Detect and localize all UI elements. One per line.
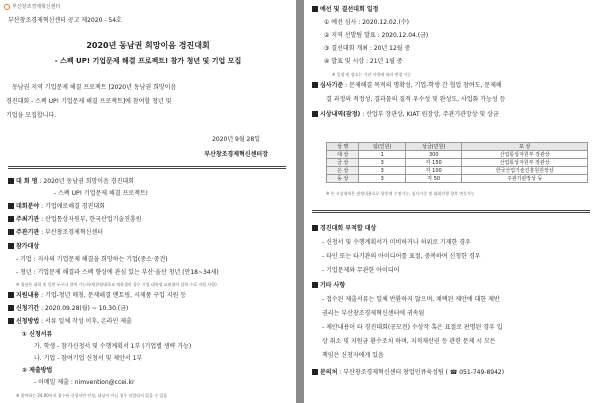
logo-mark-icon (4, 4, 10, 10)
schedule-item-2: ② 지역 선발팀 발표 : 2020.12.04.(금) (324, 32, 429, 39)
etc-heading: 기타 사항 (312, 282, 345, 290)
bullet-square-icon (312, 282, 318, 288)
docs-heading: ① 신청서류 (22, 331, 53, 338)
page-right (304, 0, 600, 403)
center-logo (4, 3, 60, 10)
schedule-item-1: ① 예선 심사 : 2020.12.02.(수) (324, 19, 409, 26)
submit-email: - 이메일 제출 : nimvention@ccei.kr (34, 379, 135, 386)
target-youth: - 청년 : 기업문제 해결과 스펙 향상에 관심 있는 부산·울산 청년 (만18~34세) (16, 269, 219, 276)
bullet-square-icon (8, 305, 14, 311)
schedule-item-3: ③ 결선대회 개최 : 20년 12월 중 (324, 45, 411, 52)
info-row-period: 신청기간 : 2020.09.28(월) ~ 10.30.(금) (8, 305, 128, 313)
disqualify-item-1: - 신청서 및 수행계획서가 미비하거나 허위로 기재한 경우 (322, 239, 471, 246)
schedule-heading: 예선 및 결선대회 일정 (312, 6, 378, 14)
target-company: - 기업 : 지사의 기업문제 해결을 희망하는 기업(중소·중견) (16, 256, 168, 263)
logo-text: 부산창조경제혁신센터 (12, 4, 61, 10)
etc-line-3: - 제안내용이 타 경진대회(공모전) 수상작 혹은 표절로 판명된 경우 입 (322, 324, 503, 331)
disqualify-item-2: - 타인 또는 타기관의 아이디어를 표절, 중복하여 신청한 경우 (322, 253, 481, 260)
submit-heading: ② 제출방법 (22, 367, 53, 374)
disqualify-heading: 경진대회 부적합 대상 (312, 225, 376, 233)
notice-date: 2020년 9월 28일 (212, 136, 260, 143)
bullet-square-icon (312, 6, 318, 12)
awards-table (326, 142, 588, 183)
table-row: 은 상 3 각 100 한국산업기술진흥원원장상 (327, 167, 588, 175)
contact-row: 문의처 : 부산창조경제혁신센터 창업인큐육성팀 ( ☎ 051-749-8942) (312, 369, 504, 377)
notice-number: 부산창조경제혁신센터 공고 제2020 - 54호 (8, 17, 122, 24)
criteria-row: 심사기준 : 문제해결 목적의 명확성, 기업-학생 간 협업 참여도, 문제해 (312, 82, 502, 90)
bullet-square-icon (8, 178, 14, 184)
etc-line-2: 권리는 부산창조경제혁신센터에 귀속됨 (322, 310, 425, 317)
table-header: 포 상 (462, 143, 588, 151)
info-row-field: 대회분야 : 기업애로해결 경진대회 (8, 203, 105, 211)
etc-line-5: 책임은 신청자에게 있음 (322, 352, 384, 359)
intro-line-2: 경진대회 - 스펙 UP! 기업문제 해결 프로젝트]에 참여할 청년 및 (6, 98, 172, 105)
table-row: 대 상 1 300 산업통상자원부 장관상 (327, 151, 588, 159)
bullet-square-icon (8, 292, 14, 298)
bullet-square-icon (8, 318, 14, 324)
table-row: 동 상 3 각 50 주관기관장상 등 (327, 175, 588, 183)
table-header: 팀(인원) (359, 143, 406, 151)
info-row-host: 주최기관 : 산업통상자원부, 한국산업기술진흥원 (8, 216, 142, 224)
etc-line-1: - 접수된 제출서류는 일체 반환하지 않으며, 채택된 제안에 대한 제반 (322, 296, 500, 303)
bullet-square-icon (312, 369, 318, 375)
schedule-item-4: ④ 발표 및 시상 : 21년 1월 중 (324, 58, 403, 65)
page-gap (296, 0, 304, 403)
bullet-square-icon (312, 225, 318, 231)
award-note: ※ 본 시상내역은 잠정내용으로 향후에 수정가능, 심사기준 및 대회진행 향후 변동가능 (326, 191, 475, 196)
page-left (0, 0, 296, 403)
intro-line-1: 동남권 지역 기업문제 해결 프로젝트 [2020년 동남권 희망이음 (12, 84, 177, 91)
bullet-square-icon (8, 229, 14, 235)
divider (312, 210, 590, 213)
intro-line-3: 기업을 모집합니다. (6, 112, 57, 119)
info-row-name: 대 회 명 : 2020년 동남권 희망이음 경진대회 (8, 178, 134, 186)
page-subtitle: - 스펙 UP! 기업문제 해결 프로젝트! 참가 청년 및 기업 모집 (54, 57, 242, 65)
schedule-note: ※ 일정 및 장소는 기관 사정에 따라 변경 가능 (332, 72, 412, 77)
bullet-square-icon (312, 111, 318, 117)
bullet-square-icon (8, 216, 14, 222)
docs-student: 가. 학생 - 참가신청서 및 수행계획서 1부 (기업별 생략 가능) (34, 343, 192, 350)
table-header: 상 명 (327, 143, 359, 151)
info-row-support: 지원내용 : 기업-청년 매칭, 문제해결 멘토링, 시제품 구입 지원 등 (8, 292, 186, 300)
table-header: 상금(만원) (406, 143, 462, 151)
info-row-method: 신청방법 : 서류 일체 작성 이후, 온라인 제출 (8, 318, 132, 326)
criteria-line-2: 결 과정의 적정성, 결과물의 질적 우수성 및 완성도, 사업화 가능성 등 (326, 96, 506, 103)
table-row: 금 상 3 각 150 산업통상자원부 장관상 (327, 159, 588, 167)
divider (8, 166, 286, 169)
target-heading: 참가대상 (8, 243, 39, 251)
target-note: ※ 청년은 대학 및 일반 누구나 참여 가능하며(한양대학교 재학생의 경우 기업 대학생 교외협력 장학 수료 지원 사항) (16, 282, 217, 287)
page-title: 2020년 동남권 희망이음 경진대회 (86, 41, 210, 50)
bullet-square-icon (8, 243, 14, 249)
info-row-name-sub: - 스펙 UP! 기업문제 해결 프로젝트! (54, 190, 149, 197)
etc-line-4: 상 취소 및 지원금 환수조치 하며, 지적재산권 등 관련 문제 시 모든 (322, 338, 496, 345)
award-row: 시상내역(잠정) : 산업부 장관상, KIAT 원장상, 주관기관장상 및 상금 (312, 111, 499, 119)
footnote: ※ 참여하는 24.00까지 접수된 신청서만 인정, 대상이 아닐 경우 선발되지 않을 수 있음 (16, 393, 168, 398)
docs-company: 나. 기업 - 참여기업 신청서 및 제안서 1부 (34, 355, 143, 362)
info-row-organizer: 주관기관 : 부산창조경제혁신센터 (8, 229, 103, 237)
bullet-square-icon (8, 203, 14, 209)
bullet-square-icon (312, 82, 318, 88)
issuer: 부산창조경제혁신센터장 (204, 151, 268, 158)
disqualify-item-3: - 기업문제와 무관한 아이디어 (322, 267, 400, 274)
